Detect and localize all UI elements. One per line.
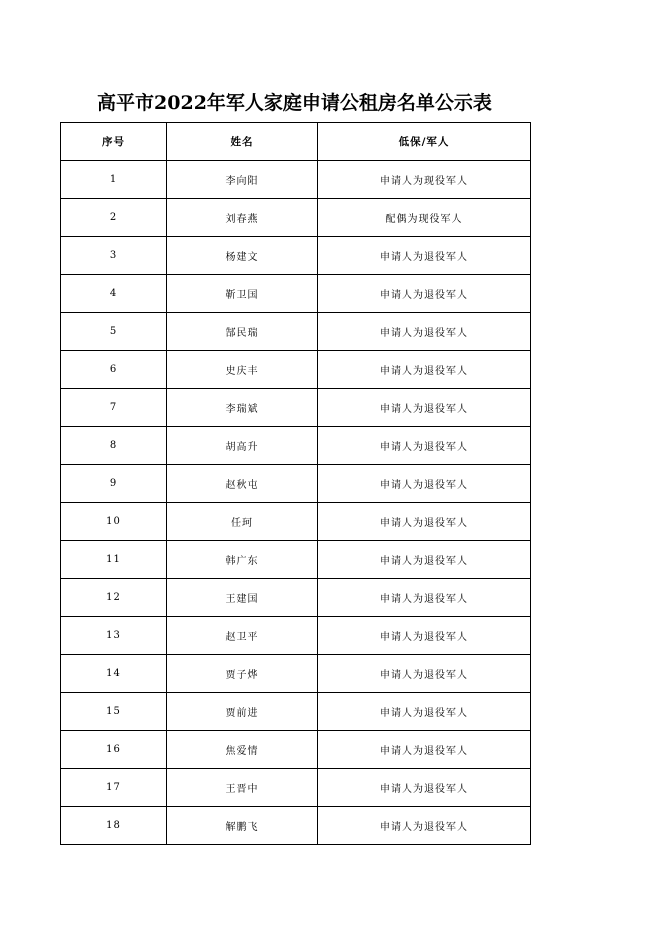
name-cell: 胡高升 [167,427,318,465]
name-cell: 史庆丰 [167,351,318,389]
category-cell: 配偶为现役军人 [318,199,531,237]
category-cell: 申请人为退役军人 [318,427,531,465]
table-row [61,579,531,617]
serial-number-cell: 9 [61,465,167,503]
category-cell: 申请人为退役军人 [318,617,531,655]
serial-number-cell: 18 [61,807,167,845]
serial-number-cell: 5 [61,313,167,351]
name-cell: 贾前进 [167,693,318,731]
serial-number-cell: 4 [61,275,167,313]
applicant-roster-table [60,122,531,845]
header-name: 姓名 [167,123,318,161]
category-cell: 申请人为退役军人 [318,731,531,769]
table-row [61,655,531,693]
table-row [61,161,531,199]
name-cell: 赵秋屯 [167,465,318,503]
name-cell: 任珂 [167,503,318,541]
table-row [61,693,531,731]
serial-number-cell: 3 [61,237,167,275]
category-cell: 申请人为退役军人 [318,275,531,313]
table-row [61,389,531,427]
table-row [61,541,531,579]
table-row [61,769,531,807]
serial-number-cell: 16 [61,731,167,769]
serial-number-cell: 15 [61,693,167,731]
table-row [61,731,531,769]
category-cell: 申请人为退役军人 [318,237,531,275]
category-cell: 申请人为现役军人 [318,161,531,199]
table-row [61,807,531,845]
table-row [61,617,531,655]
serial-number-cell: 6 [61,351,167,389]
name-cell: 郜民瑞 [167,313,318,351]
name-cell: 杨建文 [167,237,318,275]
table-row [61,275,531,313]
serial-number-cell: 12 [61,579,167,617]
category-cell: 申请人为退役军人 [318,769,531,807]
table-row [61,351,531,389]
category-cell: 申请人为退役军人 [318,807,531,845]
name-cell: 李向阳 [167,161,318,199]
name-cell: 王晋中 [167,769,318,807]
category-cell: 申请人为退役军人 [318,693,531,731]
category-cell: 申请人为退役军人 [318,351,531,389]
serial-number-cell: 2 [61,199,167,237]
serial-number-cell: 11 [61,541,167,579]
name-cell: 韩广东 [167,541,318,579]
page-title: 高平市2022年军人家庭申请公租房名单公示表 [97,92,492,114]
serial-number-cell: 7 [61,389,167,427]
name-cell: 贾子烨 [167,655,318,693]
name-cell: 靳卫国 [167,275,318,313]
table-header-row [61,123,531,161]
table-row [61,313,531,351]
name-cell: 王建国 [167,579,318,617]
category-cell: 申请人为退役军人 [318,389,531,427]
name-cell: 李瑞斌 [167,389,318,427]
table-row [61,199,531,237]
serial-number-cell: 10 [61,503,167,541]
name-cell: 刘春燕 [167,199,318,237]
category-cell: 申请人为退役军人 [318,541,531,579]
serial-number-cell: 13 [61,617,167,655]
name-cell: 解鹏飞 [167,807,318,845]
serial-number-cell: 14 [61,655,167,693]
serial-number-cell: 1 [61,161,167,199]
name-cell: 焦爱情 [167,731,318,769]
serial-number-cell: 17 [61,769,167,807]
table-row [61,503,531,541]
header-serial-number: 序号 [61,123,167,161]
table-row [61,465,531,503]
category-cell: 申请人为退役军人 [318,579,531,617]
category-cell: 申请人为退役军人 [318,655,531,693]
category-cell: 申请人为退役军人 [318,313,531,351]
category-cell: 申请人为退役军人 [318,465,531,503]
table-row [61,237,531,275]
serial-number-cell: 8 [61,427,167,465]
category-cell: 申请人为退役军人 [318,503,531,541]
name-cell: 赵卫平 [167,617,318,655]
header-category: 低保/军人 [318,123,531,161]
table-row [61,427,531,465]
